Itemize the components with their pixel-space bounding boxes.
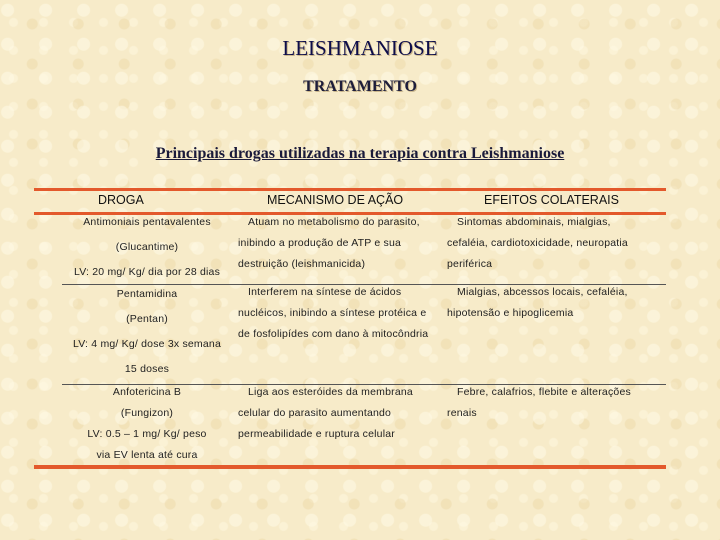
header-drug: DROGA: [98, 193, 144, 207]
mechanism-cell: Liga aos esteróides da membrana celular do parasito aumentando permeabilidade e ruptura celular: [238, 386, 413, 440]
page-title: LEISHMANIOSE: [282, 36, 438, 60]
table-top-rule: [34, 188, 666, 191]
header-mechanism: MECANISMO DE AÇÃO: [267, 193, 404, 207]
effects-cell: Febre, calafrios, flebite e alterações renais: [447, 386, 631, 419]
effects-cell: Sintomas abdominais, mialgias, cefaléia, cardiotoxicidade, neuropatia periférica: [447, 216, 628, 270]
page-subtitle: TRATAMENTO: [303, 78, 417, 95]
drug-cell: Anfotericina B (Fungizon) LV: 0.5 – 1 mg/ Kg/ peso via EV lenta até cura: [87, 386, 207, 461]
table-heading: Principais drogas utilizadas na terapia contra Leishmaniose: [155, 145, 565, 162]
effects-cell: Mialgias, abcessos locais, cefaléia, hipotensão e hipoglicemia: [447, 286, 628, 319]
drug-cell: Pentamidina (Pentan) LV: 4 mg/ Kg/ dose 3x semana 15 doses: [72, 288, 221, 375]
table-bottom-rule: [34, 465, 666, 469]
mechanism-cell: Atuam no metabolismo do parasito, inibindo a produção de ATP e sua destruição (leishmanicida): [238, 216, 420, 270]
drug-cell: Antimoniais pentavalentes (Glucantime) LV: 20 mg/ Kg/ dia por 28 dias: [73, 216, 221, 278]
header-effects: EFEITOS COLATERAIS: [484, 193, 619, 207]
mechanism-cell: Interferem na síntese de ácidos nucléicos, inibindo a síntese protéica e de fosfolipídes com dano à mitocôndria: [238, 286, 429, 340]
